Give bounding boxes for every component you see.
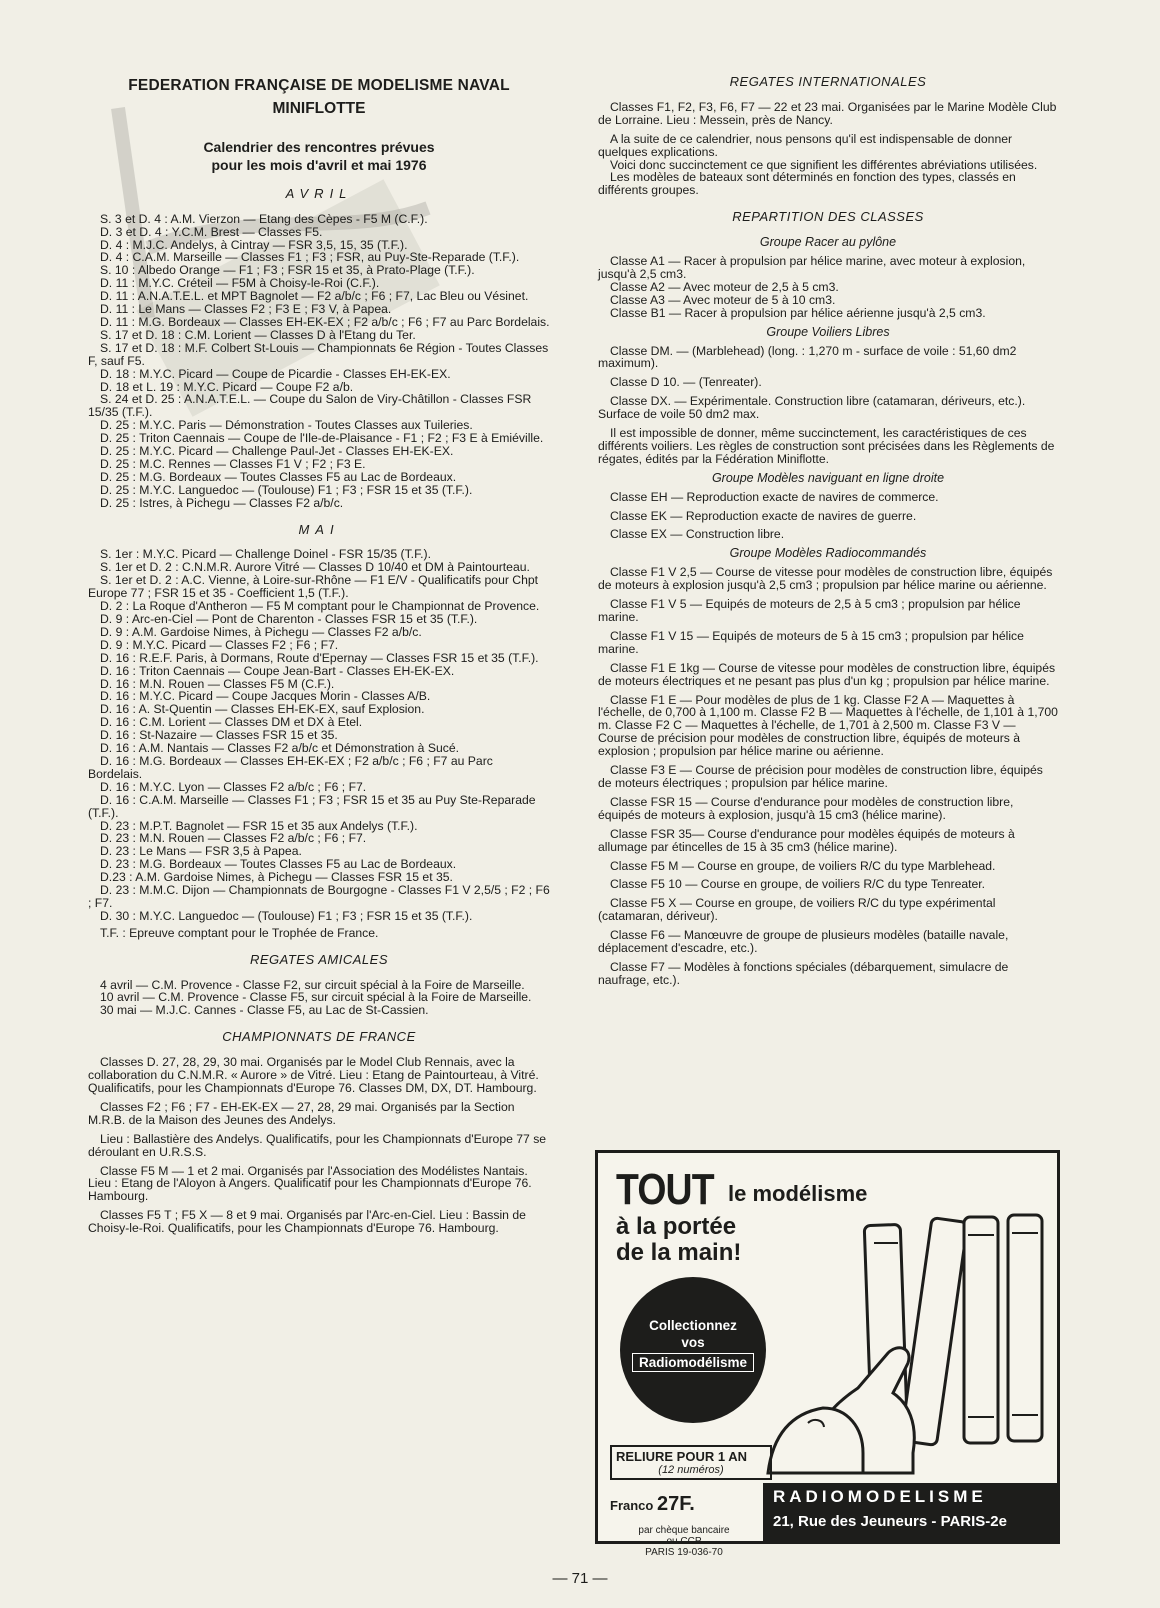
avril-heading: AVRIL: [285, 185, 353, 201]
paragraph: Voici donc succinctement ce que signifient les différentes abréviations utilisées.: [610, 157, 1038, 172]
list-item: Classe DX. — Expérimentale. Construction libre (catamaran, dériveurs, etc.). Surface de voile 50 dm2 max.: [598, 394, 1026, 422]
list-item: D. 25 : Triton Caennais — Coupe de l'Ile-de-Plaisance - F1 ; F2 ; F3 E à Emiéville.: [100, 431, 544, 446]
ad-headline-3: de la main!: [616, 1239, 742, 1266]
list-item: D. 11 : A.N.A.T.E.L. et MPT Bagnolet — F2 a/b/c ; F6 ; F7, Lac Bleu ou Vésinet.: [100, 289, 529, 304]
list-item: D. 11 : M.Y.C. Créteil — F5M à Choisy-le-Roi (C.F.).: [100, 276, 380, 291]
list-item: Classe F1 V 5 — Equipés de moteurs de 2,5 à 5 cm3 ; propulsion par hélice marine.: [598, 597, 1021, 624]
list-item: D. 16 : M.N. Rouen — Classes F5 M (C.F.).: [100, 676, 335, 691]
list-item: D. 25 : M.C. Rennes — Classes F1 V ; F2 ; F3 E.: [100, 456, 366, 471]
list-item: D. 25 : M.Y.C. Languedoc — (Toulouse) F1 ; F3 ; FSR 15 et 35 (T.F.).: [100, 482, 473, 497]
championnats-list: [88, 1056, 550, 1235]
list-item: S. 10 : Albedo Orange — F1 ; F3 ; FSR 15 et 35, à Prato-Plage (T.F.).: [100, 263, 475, 278]
list-item: D. 18 : M.Y.C. Picard — Coupe de Picardie - Classes EH-EK-EX.: [100, 366, 451, 381]
list-item: Classe F5 M — Course en groupe, de voiliers R/C du type Marblehead.: [610, 858, 996, 873]
list-item: Classe F1 V 15 — Equipés de moteurs de 5 à 15 cm3 ; propulsion par hélice marine.: [598, 628, 1024, 656]
list-item: S. 17 et D. 18 : M.F. Colbert St-Louis — Championnats 6e Région - Toutes Classes F, sauf F5.: [88, 340, 549, 368]
list-item: Classe F5 10 — Course en groupe, de voiliers R/C du type Tenreater.: [610, 877, 986, 892]
mai-list: [88, 548, 550, 939]
list-item: Classe EH — Reproduction exacte de navires de commerce.: [610, 489, 939, 504]
ligne-heading: Groupe Modèles naviguant en ligne droite: [711, 470, 945, 485]
list-item: D. 16 : M.Y.C. Picard — Coupe Jacques Morin - Classes A/B.: [100, 689, 431, 704]
list-item: D. 11 : M.G. Bordeaux — Classes EH-EK-EX ; F2 a/b/c ; F6 ; F7 au Parc Bordelais.: [100, 314, 550, 329]
radio-heading: Groupe Modèles Radiocommandés: [729, 546, 927, 561]
hand-binders-illustration: [768, 1203, 1053, 1473]
right-column: [598, 76, 1058, 993]
list-item: D.23 : A.M. Gardoise Nimes, à Pichegu — Classes FSR 15 et 35.: [100, 870, 453, 885]
price-line: Franco 27F.: [610, 1493, 695, 1515]
list-item: Classe F1 E 1kg — Course de vitesse pour modèles de construction libre, équipés de moteurs électriques et ne pesant pas plus d'un kg ; propulsion par hélice marine.: [598, 660, 1056, 688]
list-item: D. 11 : Le Mans — Classes F2 ; F3 E ; F3 V, à Papea.: [100, 302, 392, 317]
list-item: Classes F5 T ; F5 X — 8 et 9 mai. Organisés par l'Arc-en-Ciel. Lieu : Bassin de Choisy-le-Roi. Qualificatifs, pour les Championnats d'Europe 76. Hambourg.: [88, 1208, 526, 1236]
list-item: Classe FSR 15 — Course d'endurance pour modèles de construction libre, équipés de moteurs à explosion, jusqu'à 15 cm3 (hélice marine).: [598, 794, 1014, 822]
list-item: D. 16 : C.A.M. Marseille — Classes F1 ; F3 ; FSR 15 et 35 au Puy Ste-Reparade (T.F.).: [88, 792, 536, 820]
list-item: D. 16 : Triton Caennais — Coupe Jean-Bart - Classes EH-EK-EX.: [100, 663, 455, 678]
list-item: D. 16 : C.M. Lorient — Classes DM et DX à Etel.: [100, 715, 363, 730]
list-item: D. 23 : M.N. Rouen — Classes F2 a/b/c ; F6 ; F7.: [100, 831, 367, 846]
list-item: Classe F7 — Modèles à fonctions spéciales (débarquement, simulacre de naufrage, etc.).: [598, 959, 1009, 987]
mai-heading: MAI: [298, 521, 340, 537]
list-item: 30 mai — M.J.C. Cannes - Classe F5, au Lac de St-Cassien.: [100, 1003, 429, 1018]
list-item: Classe F5 M — 1 et 2 mai. Organisés par l'Association des Modélistes Nantais. Lieu : Etang de l'Aloyon à Angers. Qualificatif pour les Championnats d'Europe 76. Hambourg.: [88, 1163, 532, 1204]
list-item: D. 30 : M.Y.C. Languedoc — (Toulouse) F1 ; F3 ; FSR 15 et 35 (T.F.).: [100, 908, 473, 923]
list-item: Classe F3 E — Course de précision pour modèles de construction libre, équipés de moteurs électriques ; propulsion par hélice marine.: [598, 763, 1043, 790]
list-item: D. 23 : M.G. Bordeaux — Toutes Classes F5 au Lac de Bordeaux.: [100, 857, 457, 872]
list-item: Classe EX — Construction libre.: [610, 527, 785, 542]
list-item: Classe F1 V 2,5 — Course de vitesse pour modèles de construction libre, équipés de moteurs à explosion jusqu'à 2,5 cm3 ; propulsion par hélice marine ou aérienne.: [598, 565, 1053, 593]
list-item: D. 9 : Arc-en-Ciel — Pont de Charenton - Classes FSR 15 et 35 (T.F.).: [100, 612, 478, 626]
list-item: S. 24 et D. 25 : A.N.A.T.E.L. — Coupe du Salon de Viry-Châtillon - Classes FSR 15/35 (T.F.).: [88, 392, 532, 420]
publisher-block: [763, 1483, 1057, 1541]
ad-tout: TOUT: [616, 1165, 714, 1214]
list-item: D. 25 : M.Y.C. Picard — Challenge Paul-Jet - Classes EH-EK-EX.: [100, 444, 454, 459]
list-item: Classe F6 — Manœuvre de groupe de plusieurs modèles (bataille navale, déplacement d'escadre, etc.).: [598, 928, 1009, 956]
internationales-heading: REGATES INTERNATIONALES: [729, 74, 927, 89]
list-item: D. 23 : Le Mans — FSR 3,5 à Papea.: [100, 844, 302, 859]
list-item: D. 4 : M.J.C. Andelys, à Cintray — FSR 3,5, 15, 35 (T.F.).: [100, 237, 408, 252]
payment-info: par chèque bancaire ou CCP PARIS 19-036-70: [638, 1525, 730, 1558]
list-item: D. 9 : M.Y.C. Picard — Classes F2 ; F6 ; F7.: [100, 637, 339, 652]
list-item: Lieu : Ballastière des Andelys. Qualificatifs, pour les Championnats d'Europe 77 se déroulant en U.R.S.S.: [88, 1131, 547, 1159]
list-item: D. 25 : M.Y.C. Paris — Démonstration - Toutes Classes aux Tuileries.: [100, 418, 473, 433]
calendar-subtitle: Calendrier des rencontres prévues pour les mois d'avril et mai 1976: [203, 138, 435, 173]
list-item: D. 18 et L. 19 : M.Y.C. Picard — Coupe F2 a/b.: [100, 379, 354, 394]
list-item: S. 17 et D. 18 : C.M. Lorient — Classes D à l'Etang du Ter.: [100, 327, 416, 342]
list-item: D. 16 : M.G. Bordeaux — Classes EH-EK-EX ; F2 a/b/c ; F6 ; F7 au Parc Bordelais.: [88, 753, 493, 781]
list-item: D. 3 et D. 4 : Y.C.M. Brest — Classes F5.: [100, 224, 323, 239]
collection-badge: Collectionnez vos Radiomodélisme: [620, 1277, 766, 1423]
list-item: S. 1er et D. 2 : C.N.M.R. Aurore Vitré — Classes D 10/40 et DM à Paintourteau.: [100, 560, 530, 575]
list-item: Classe A3 — Avec moteur de 5 à 10 cm3.: [610, 292, 836, 307]
list-item: S. 3 et D. 4 : A.M. Vierzon — Etang des Cèpes - F5 M (C.F.).: [100, 211, 428, 226]
list-item: S. 1er : M.Y.C. Picard — Challenge Doinel - FSR 15/35 (T.F.).: [100, 547, 431, 562]
list-item: Classe A1 — Racer à propulsion par hélice marine, avec moteur à explosion, jusqu'à 2,5 cm3.: [598, 254, 1026, 281]
voiliers-heading: Groupe Voiliers Libres: [766, 324, 890, 339]
list-item: Classe DM. — (Marblehead) (long. : 1,270 m - surface de voile : 51,60 dm2 maximum).: [598, 343, 1017, 371]
list-item: Classe F1 E — Pour modèles de plus de 1 kg. Classe F2 A — Maquettes à l'échelle, de 0,700 à 1,100 m. Classe F2 B — Maquettes à l'échelle, de 1,101 à 1,700 m. Classe F2 C — Maquettes à l'échelle, de 1,701 à 2,500 m. Classe F3 V — Course de précision pour modèles de construction libre, équipés de moteurs à explosion ; propulsion par hélice marine ou aérienne.: [598, 692, 1058, 759]
publisher-address: 21, Rue des Jeuneurs - PARIS-2e: [773, 1513, 1007, 1530]
ad-headline-1: le modélisme: [728, 1181, 868, 1206]
list-item: Classe FSR 35— Course d'endurance pour modèles équipés de moteurs à allumage par étincelles de 15 à 35 cm3 (hélice marine).: [598, 826, 1015, 854]
list-item: D. 4 : C.A.M. Marseille — Classes F1 ; F3 ; FSR, au Puy-Ste-Reparade (T.F.).: [100, 250, 520, 265]
list-item: Classe EK — Reproduction exacte de navires de guerre.: [610, 508, 917, 523]
list-item: D. 23 : M.P.T. Bagnolet — FSR 15 et 35 aux Andelys (T.F.).: [100, 818, 418, 833]
list-item: D. 16 : M.Y.C. Lyon — Classes F2 a/b/c ; F6 ; F7.: [100, 779, 367, 794]
list-item: Classes D. 27, 28, 29, 30 mai. Organisés par le Model Club Rennais, avec la collaboration du C.N.M.R. « Aurore » de Vitré. Lieu : Etang de Paintourteau, à Vitré. Qualificatifs, pour les Championnats d'Europe 76. Classes DM, DX, DT. Hambourg.: [88, 1055, 539, 1095]
amicales-list: [88, 979, 550, 1018]
list-item: Classe F5 X — Course en groupe, de voiliers R/C du type expérimental (catamaran, dériveur).: [598, 896, 996, 924]
avril-list: [88, 213, 550, 510]
list-item: Classe D 10. — (Tenreater).: [610, 375, 762, 390]
repartition-heading: REPARTITION DES CLASSES: [732, 209, 924, 225]
list-item: D. 16 : A.M. Nantais — Classes F2 a/b/c et Démonstration à Sucé.: [100, 741, 460, 756]
list-item: D. 25 : M.G. Bordeaux — Toutes Classes F5 au Lac de Bordeaux.: [100, 469, 457, 484]
paragraph: Classes F1, F2, F3, F6, F7 — 22 et 23 mai. Organisées par le Marine Modèle Club de Lorraine. Lieu : Messein, près de Nancy.: [598, 99, 1057, 127]
tf-note: T.F. : Epreuve comptant pour le Trophée de France.: [100, 925, 379, 940]
paragraph: A la suite de ce calendrier, nous pensons qu'il est indispensable de donner quelques explications.: [598, 131, 1013, 159]
list-item: D. 9 : A.M. Gardoise Nimes, à Pichegu — Classes F2 a/b/c.: [100, 624, 422, 639]
list-item: Classe B1 — Racer à propulsion par hélice aérienne jusqu'à 2,5 cm3.: [610, 305, 986, 320]
list-item: 10 avril — C.M. Provence - Classe F5, sur circuit spécial à la Foire de Marseille.: [100, 990, 532, 1005]
championnats-heading: CHAMPIONNATS DE FRANCE: [222, 1029, 416, 1045]
reliure-box: RELIURE POUR 1 AN (12 numéros): [610, 1445, 772, 1480]
miniflotte-title: MINIFLOTTE: [272, 99, 366, 117]
list-item: D. 16 : St-Nazaire — Classes FSR 15 et 35.: [100, 728, 338, 743]
list-item: Classes F2 ; F6 ; F7 - EH-EK-EX — 27, 28, 29 mai. Organisés par la Section M.R.B. de la Maison des Jeunes des Andelys.: [88, 1099, 515, 1127]
paragraph: Il est impossible de donner, même succinctement, les caractéristiques de ces différents voiliers. Les règles de construction sont précisées dans les Règlements de régates, édités par la Fédération Miniflotte.: [598, 426, 1055, 466]
amicales-heading: REGATES AMICALES: [249, 951, 389, 967]
list-item: 4 avril — C.M. Provence - Classe F2, sur circuit spécial à la Foire de Marseille.: [100, 977, 525, 992]
list-item: D. 25 : Istres, à Pichegu — Classes F2 a/b/c.: [100, 495, 344, 510]
list-item: Classe A2 — Avec moteur de 2,5 à 5 cm3.: [610, 279, 839, 294]
radiomodelisme-ad: [595, 1150, 1060, 1558]
list-item: D. 16 : A. St-Quentin — Classes EH-EK-EX, sauf Explosion.: [100, 702, 425, 717]
ad-headline-2: à la portée: [616, 1213, 737, 1240]
racer-heading: Groupe Racer au pylône: [759, 235, 897, 250]
list-item: D. 2 : La Roque d'Antheron — F5 M comptant pour le Championnat de Provence.: [100, 599, 540, 614]
page-number: — 71 —: [552, 1570, 608, 1587]
paragraph: Les modèles de bateaux sont déterminés en fonction des types, classés en différents groupes.: [598, 170, 1016, 198]
list-item: D. 23 : M.M.C. Dijon — Championnats de Bourgogne - Classes F1 V 2,5/5 ; F2 ; F6 ; F7.: [88, 883, 550, 910]
publisher-name: RADIOMODELISME: [773, 1487, 987, 1506]
federation-title: FEDERATION FRANÇAISE DE MODELISME NAVAL: [128, 77, 510, 94]
list-item: S. 1er et D. 2 : A.C. Vienne, à Loire-sur-Rhône — F1 E/V - Qualificatifs pour Chpt Europe 77 ; FSR 15 et 35 - Coefficient 1,5 (T.F.).: [88, 573, 539, 601]
left-column: [88, 70, 550, 1241]
list-item: D. 16 : R.E.F. Paris, à Dormans, Route d'Epernay — Classes FSR 15 et 35 (T.F.).: [100, 650, 539, 665]
